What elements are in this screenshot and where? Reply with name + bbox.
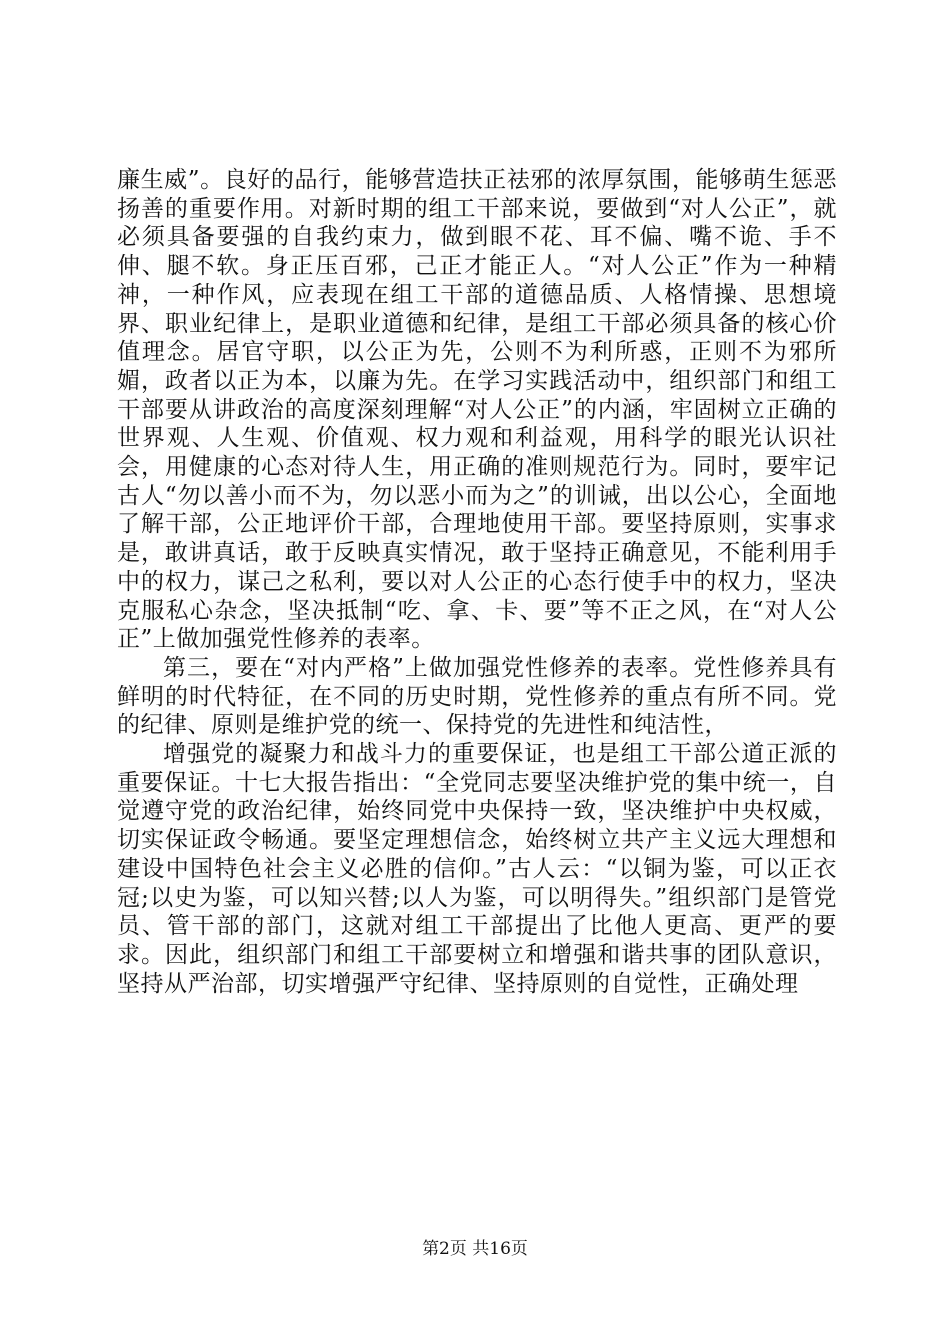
page-number-footer: 第2页 共16页 <box>422 1239 528 1259</box>
paragraph-third-point: 第三，要在“对内严格”上做加强党性修养的表率。党性修养具有鲜明的时代特征，在不同的历史时期，党性修养的重点有所不同。党的纪律、原则是维护党的统一、保持党的先进性和纯洁性， <box>117 654 837 739</box>
document-body <box>117 166 837 998</box>
paragraph-continuation: 廉生威”。良好的品行，能够营造扶正祛邪的浓厚氛围，能够萌生惩恶扬善的重要作用。对新时期的组工干部来说，要做到“对人公正”，就必须具备要强的自我约束力，做到眼不花、耳不偏、嘴不诡、手不伸、腿不软。身正压百邪，己正才能正人。“对人公正”作为一种精神，一种作风，应表现在组工干部的道德品质、人格情操、思想境界、职业纪律上，是职业道德和纪律，是组工干部必须具备的核心价值理念。居官守职，以公正为先，公则不为利所惑，正则不为邪所媚，政者以正为本，以廉为先。在学习实践活动中，组织部门和组工干部要从讲政治的高度深刻理解“对人公正”的内涵，牢固树立正确的世界观、人生观、价值观、权力观和利益观，用科学的眼光认识社会，用健康的心态对待人生，用正确的准则规范行为。同时，要牢记古人“勿以善小而不为，勿以恶小而为之”的训诫，出以公心，全面地了解干部，公正地评价干部，合理地使用干部。要坚持原则，实事求是，敢讲真话，敢于反映真实情况，敢于坚持正确意见，不能利用手中的权力，谋己之私利，要以对人公正的心态行使手中的权力，坚决克服私心杂念，坚决抵制“吃、拿、卡、要”等不正之风，在“对人公正”上做加强党性修养的表率。 <box>117 167 837 653</box>
paragraph-party-discipline: 增强党的凝聚力和战斗力的重要保证，也是组工干部公道正派的重要保证。十七大报告指出：“全党同志要坚决维护党的集中统一，自觉遵守党的政治纪律，始终同党中央保持一致，坚决维护中央权威，切实保证政令畅通。要坚定理想信念，始终树立共产主义远大理想和建设中国特色社会主义必胜的信仰。”古人云：“以铜为鉴，可以正衣冠;以史为鉴，可以知兴替;以人为鉴，可以明得失。”组织部门是管党员、管干部的部门，这就对组工干部提出了比他人更高、更严的要求。因此，组织部门和组工干部要树立和增强和谐共事的团队意识，坚持从严治部，切实增强严守纪律、坚持原则的自觉性，正确处理 <box>117 741 837 997</box>
